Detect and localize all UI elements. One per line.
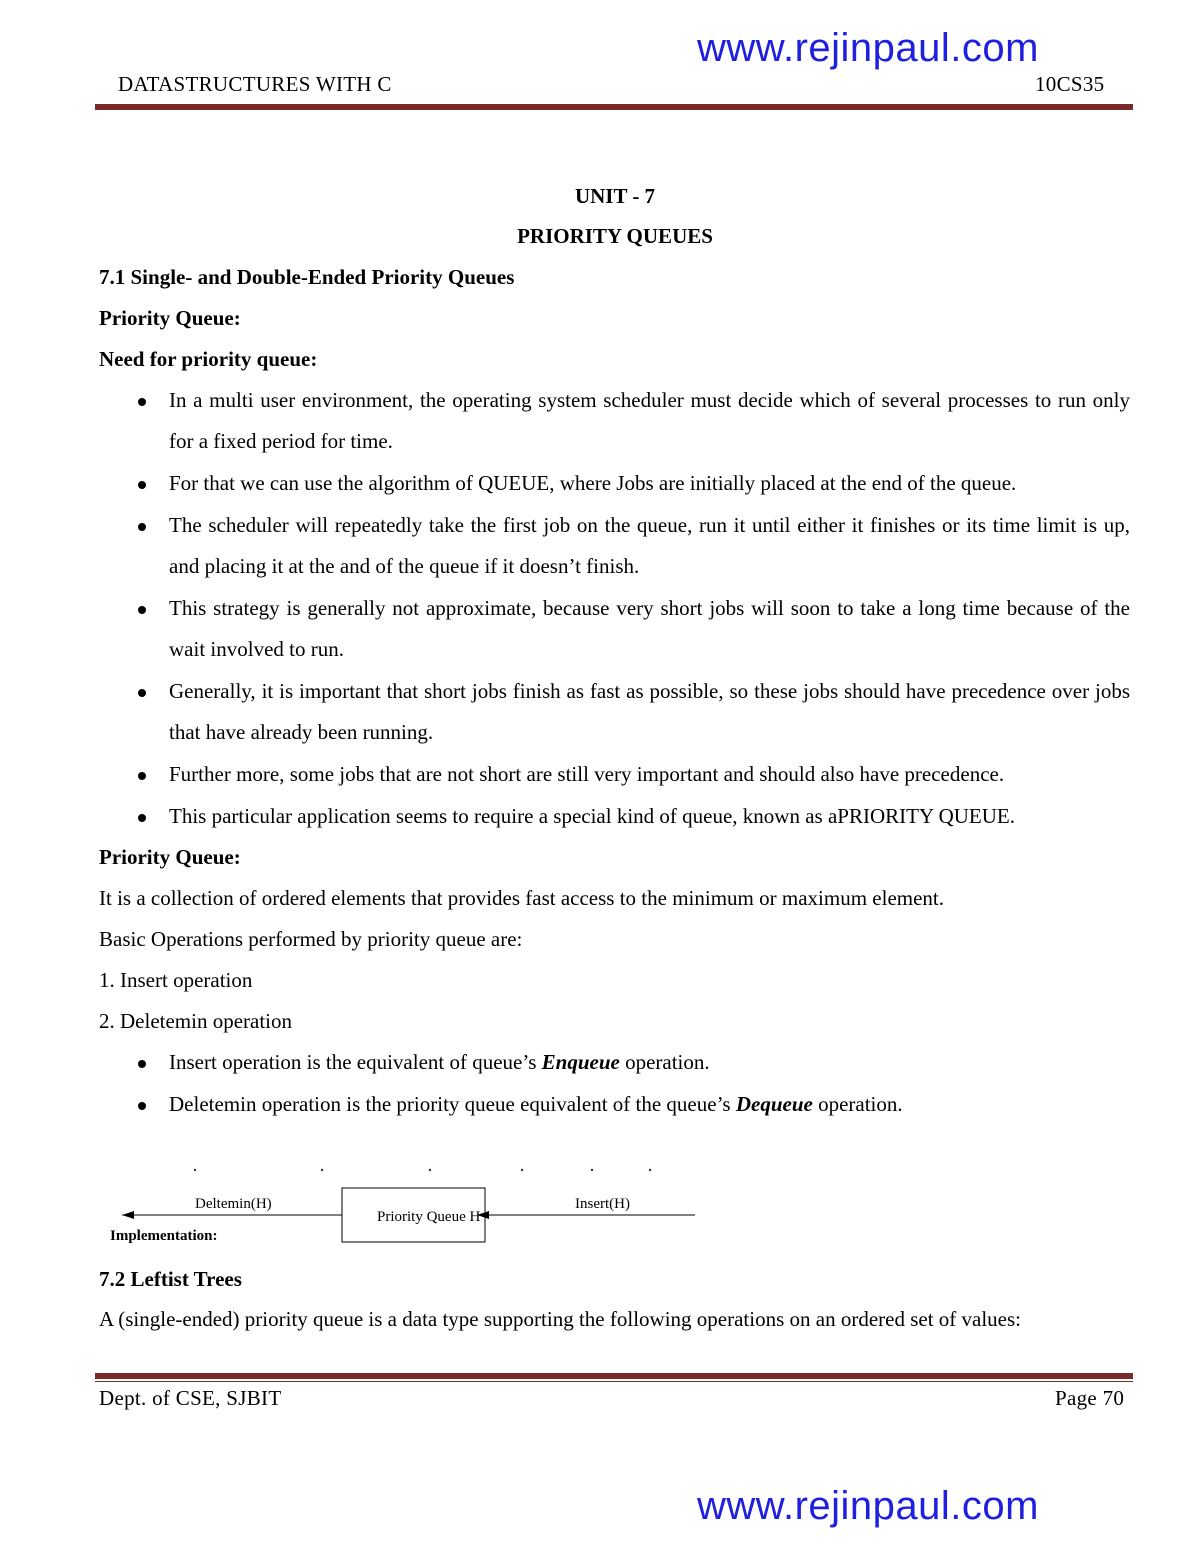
list-item: The scheduler will repeatedly take the first job on the queue, run it until either it finishes or its time limit is up, and placing it at the and of the queue if it doesn’t finish. xyxy=(100,505,1130,587)
bullet-icon xyxy=(138,1060,146,1068)
list-item: Generally, it is important that short jobs finish as fast as possible, so these jobs should have precedence over jobs that have already been running. xyxy=(100,671,1130,753)
list-item: This strategy is generally not approximate, because very short jobs will soon to take a long time because of the wait involved to run. xyxy=(100,588,1130,670)
watermark-url-top[interactable]: www.rejinpaul.com xyxy=(697,26,1039,70)
section-heading-7-2: 7.2 Leftist Trees xyxy=(99,1267,242,1291)
bullet-icon xyxy=(138,606,146,614)
scan-artifact-dots xyxy=(194,1169,651,1171)
footer-rule xyxy=(95,1373,1133,1379)
header-code: 10CS35 xyxy=(1035,72,1105,96)
pq-heading: Priority Queue: xyxy=(99,845,241,869)
need-heading: Need for priority queue: xyxy=(99,347,318,371)
basic-ops-intro: Basic Operations performed by priority queue are: xyxy=(99,927,523,951)
list-item: This particular application seems to require a special kind of queue, known as aPRIORITY QUEUE. xyxy=(100,796,1130,837)
list-item: Insert operation is the equivalent of queue’s Enqueue operation. xyxy=(100,1042,1130,1083)
diagram-caption: Implementation: xyxy=(110,1228,218,1244)
footer-dept: Dept. of CSE, SJBIT xyxy=(99,1386,282,1410)
watermark-url-bottom[interactable]: www.rejinpaul.com xyxy=(697,1484,1039,1528)
list-item: Deletemin operation is the priority queue equivalent of the queue’s Dequeue operation. xyxy=(100,1084,1130,1125)
bullet-icon xyxy=(138,398,146,406)
diagram-insert-label: Insert(H) xyxy=(575,1196,630,1212)
enqueue-emphasis: Enqueue xyxy=(541,1050,620,1074)
deletemin-arrowhead-icon xyxy=(122,1211,134,1219)
bullet-icon xyxy=(138,689,146,697)
diagram-deletemin-label: Deltemin(H) xyxy=(195,1196,272,1212)
header-rule xyxy=(95,104,1133,110)
list-item: Further more, some jobs that are not short are still very important and should also have precedence. xyxy=(100,754,1130,795)
diagram-box-label: Priority Queue H xyxy=(377,1209,481,1225)
footer-page-number: Page 70 xyxy=(1055,1386,1125,1410)
need-bullet-list xyxy=(100,380,1130,838)
section-heading-7-1: 7.1 Single- and Double-Ended Priority Queues xyxy=(99,265,515,289)
chapter-title: PRIORITY QUEUES xyxy=(517,224,713,248)
bullet-icon xyxy=(138,481,146,489)
priority-queue-subheading: Priority Queue: xyxy=(99,306,241,330)
dequeue-emphasis: Dequeue xyxy=(735,1092,813,1116)
ops-bullet-list xyxy=(100,1042,1130,1126)
footer-rule-thin xyxy=(95,1381,1133,1382)
bullet-icon xyxy=(138,523,146,531)
op-2: 2. Deletemin operation xyxy=(99,1009,293,1033)
bullet-icon xyxy=(138,1102,146,1110)
list-item: For that we can use the algorithm of QUEUE, where Jobs are initially placed at the end of the queue. xyxy=(100,463,1130,504)
unit-title: UNIT - 7 xyxy=(574,184,656,208)
bullet-icon xyxy=(138,814,146,822)
section-7-2-paragraph: A (single-ended) priority queue is a data type supporting the following operations on an ordered set of values: xyxy=(99,1307,1022,1331)
pq-definition: It is a collection of ordered elements that provides fast access to the minimum or maximum element. xyxy=(99,886,945,910)
list-item: In a multi user environment, the operating system scheduler must decide which of several processes to run only for a fixed period for time. xyxy=(100,380,1130,462)
header-subject: DATASTRUCTURES WITH C xyxy=(118,72,392,96)
op-1: 1. Insert operation xyxy=(99,968,253,992)
bullet-icon xyxy=(138,772,146,780)
